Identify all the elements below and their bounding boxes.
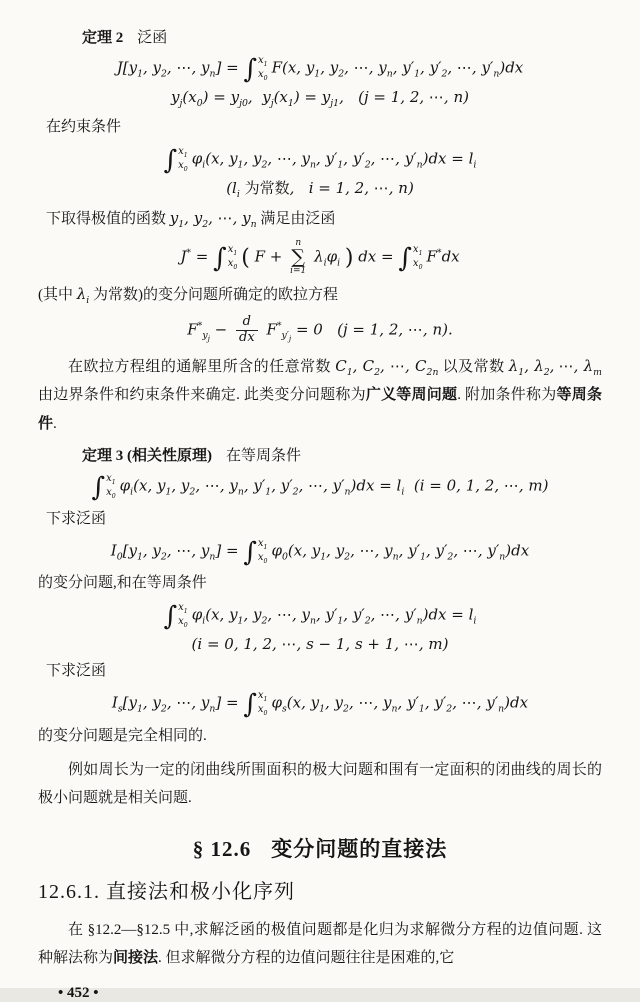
paragraph-example: 例如周长为一定的闭曲线所围面积的极大问题和围有一定面积的闭曲线的周长的极小问题就是相关问题. (38, 761, 602, 807)
text-seek-functional-1: 下求泛函 (46, 510, 107, 527)
formula-Is: $I_s[y_1$, $y_2$, ⋯, $y_n$] = ∫ $x_1$ $x_0$ $\varphi_s(x$, $y_1$, $y_2$, ⋯, $y_n$, $y'_1$, $y'_2$, ⋯, $y'_n)dx$ (111, 689, 529, 720)
formula-isoperimetric-2: ∫ $x_1$ $x_0$ $\varphi_i(x$, $y_1$, $y_2$, ⋯, $y_n$, $y'_1$, $y'_2$, ⋯, $y'_n)dx = l_i$ (163, 601, 477, 632)
formula-J-star: J* = ∫ $x_1$ $x_0$ ( F + n ∑ i=1 $\lambda_i\varphi_i$ ) dx = ∫ $x_1$ $x_0$ F*dx (180, 237, 460, 276)
formula-index-range: (i = 0, 1, 2, ⋯, s − 1, s + 1, ⋯, m) (191, 634, 449, 653)
text-extremal-functions: 下取得极值的函数 $y_1$, $y_2$, ⋯, $y_n$ 满足由泛函 (46, 209, 336, 231)
section-number: § 12.6 (192, 836, 252, 861)
formula-euler-equation: $F^*_{y_j}$ − $\frac{d}{dx}$ $F^*_{y'_j} = 0$ (j = 1, 2, ⋯, n). (187, 313, 453, 345)
subsection-title: 直接法和极小化序列 (106, 880, 295, 903)
formula-isoperimetric-condition: ∫ $x_1$ $x_0$ $\varphi_i(x$, $y_1$, $y_2$, ⋯, $y_n$, $y'_1$, $y'_2$, ⋯, $y'_n)dx = l_i$ (i = 0, 1, 2, ⋯, m) (91, 472, 549, 503)
formula-functional-J: $J[y_1$, $y_2$, ⋯, $y_n$] = ∫ $x_1$ $x_0$ F(x, $y_1$, $y_2$, ⋯, $y_n$, $y'_1$, $y'_2$, ⋯, $y'_n)dx$ (116, 54, 524, 85)
text-where-lambda: (其中 $\lambda_i$ 为常数)的变分问题所确定的欧拉方程 (38, 284, 338, 306)
theorem3-label: 定理 3 (相关性原理) (82, 448, 212, 465)
section-heading (38, 833, 602, 863)
text-constraint-intro: 在约束条件 (46, 119, 122, 136)
section-title: 变分问题的直接法 (271, 836, 448, 861)
formula-boundary-conditions: $y_j(x_0) = y_{j0}$, $y_j(x_1) = y_{j1}$, (j = 1, 2, ⋯, n) (171, 87, 469, 109)
paragraph-intro: 在 §12.2—§12.5 中,求解泛函的极值问题都是化归为求解微分方程的边值问题. 这种解法称为间接法. 但求解微分方程的边值问题往往是困难的,它 (38, 921, 602, 967)
theorem2-title: 泛函 (137, 30, 168, 46)
formula-I0: $I_0[y_1$, $y_2$, ⋯, $y_n$] = ∫ $x_1$ $x_0$ $\varphi_0(x$, $y_1$, $y_2$, ⋯, $y_n$, $y'_1$, $y'_2$, ⋯, $y'_n)dx$ (110, 537, 530, 568)
subsection-heading (38, 875, 602, 904)
formula-constraint-integral: ∫ $x_1$ $x_0$ $\varphi_i(x$, $y_1$, $y_2$, ⋯, $y_n$, $y'_1$, $y'_2$, ⋯, $y'_n)dx = l_i$ (163, 145, 477, 176)
theorem2-heading (82, 26, 602, 50)
paragraph-constants: 在欧拉方程组的通解里所含的任意常数 $C_1$, $C_2$, ⋯, $C_{2n}$ 以及常数 $\lambda_1$, $\lambda_2$, ⋯, $\lambda_m$ 由边界条件和约束条件来确定. 此类变分问题称为广义等周问题. 附加条件称为等周条件. (38, 356, 602, 432)
theorem3-title: 在等周条件 (226, 448, 302, 465)
theorem3-heading (82, 444, 602, 468)
formula-constraint-note: ($l_i$ 为常数, i = 1, 2, ⋯, n) (226, 178, 414, 200)
page-number: • 452 • (58, 984, 99, 1001)
subsection-number: 12.6.1. (38, 880, 100, 903)
text-variational-and: 的变分问题,和在等周条件 (38, 575, 207, 592)
text-seek-functional-2: 下求泛函 (46, 663, 107, 680)
text-identical: 的变分问题是完全相同的. (38, 727, 207, 744)
theorem2-label: 定理 2 (82, 30, 124, 46)
